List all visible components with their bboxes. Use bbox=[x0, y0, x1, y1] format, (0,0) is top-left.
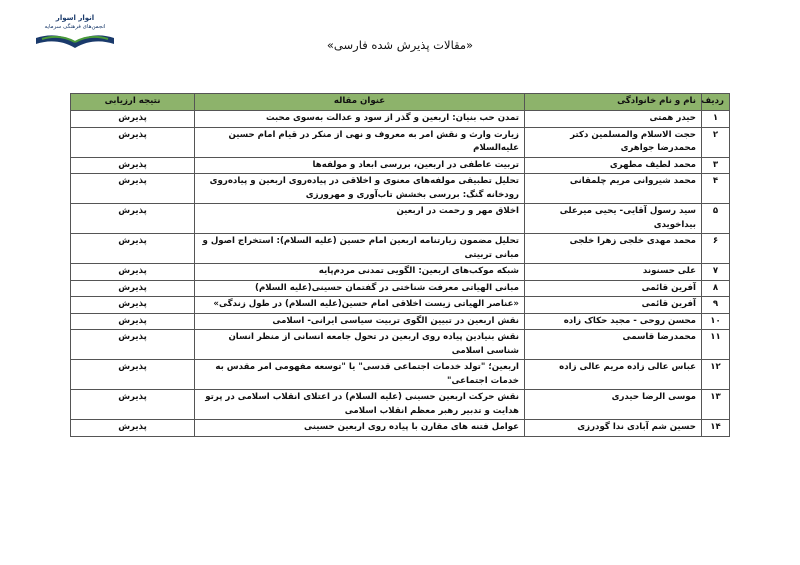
page-title: «مقالات پذیرش شده فارسی» bbox=[326, 38, 474, 52]
article-title: تحلیل تطبیقی مولفه‌های معنوی و اخلاقی در پیاده‌روی اربعین و پیاده‌روی رودخانه گنگ: بررسی بخشش تاب‌آوری و مهرورزی bbox=[195, 174, 525, 204]
row-number: ۷ bbox=[702, 264, 730, 281]
author-name: سید رسول آقایی- یحیی میرعلی بیداخویدی bbox=[525, 204, 702, 234]
row-number: ۲ bbox=[702, 127, 730, 157]
author-name: محسن روحی - مجید حکاک زاده bbox=[525, 313, 702, 330]
author-name: آفرین قائمی bbox=[525, 297, 702, 314]
row-number: ۶ bbox=[702, 234, 730, 264]
article-title: نقش بنیادین پیاده روی اربعین در تحول جامعه انسانی از منظر انسان شناسی اسلامی bbox=[195, 330, 525, 360]
evaluation-result: پذیرش bbox=[71, 204, 195, 234]
article-title: زیارت وارث و نقش امر به معروف و نهی از منکر در قیام امام حسین علیه‌السلام bbox=[195, 127, 525, 157]
accepted-articles-table bbox=[70, 93, 730, 437]
table-row bbox=[71, 280, 730, 297]
article-title: اخلاق مهر و رحمت در اربعین bbox=[195, 204, 525, 234]
table-row bbox=[71, 390, 730, 420]
evaluation-result: پذیرش bbox=[71, 330, 195, 360]
row-number: ۸ bbox=[702, 280, 730, 297]
author-name: محمد مهدی خلجی زهرا خلجی bbox=[525, 234, 702, 264]
evaluation-result: پذیرش bbox=[71, 127, 195, 157]
row-number: ۵ bbox=[702, 204, 730, 234]
table-header-row bbox=[71, 94, 730, 111]
author-name: حیدر همتی bbox=[525, 111, 702, 128]
author-name: موسی الرضا حیدری bbox=[525, 390, 702, 420]
article-title: مبانی الهیاتی معرفت شناختی در گفتمان حسینی(علیه السلام) bbox=[195, 280, 525, 297]
table-row bbox=[71, 174, 730, 204]
author-name: آفرین قائمی bbox=[525, 280, 702, 297]
author-name: محمد لطیف مطهری bbox=[525, 157, 702, 174]
header-article-title: عنوان مقاله bbox=[195, 94, 525, 111]
author-name: حسین شم آبادی ندا گودرزی bbox=[525, 420, 702, 437]
evaluation-result: پذیرش bbox=[71, 157, 195, 174]
article-title: اربعین؛ "تولد خدمات اجتماعی قدسی" یا "توسعه مفهومی امر مقدس به خدمات اجتماعی" bbox=[195, 360, 525, 390]
logo-text bbox=[30, 14, 120, 32]
evaluation-result: پذیرش bbox=[71, 313, 195, 330]
row-number: ۴ bbox=[702, 174, 730, 204]
table-row bbox=[71, 264, 730, 281]
table-row bbox=[71, 330, 730, 360]
article-title: تحلیل مضمون زیارتنامه اربعین امام حسین (علیه السلام): استخراج اصول و مبانی تربیتی bbox=[195, 234, 525, 264]
author-name: محمد شیروانی مریم چلمقانی bbox=[525, 174, 702, 204]
evaluation-result: پذیرش bbox=[71, 420, 195, 437]
row-number: ۱۱ bbox=[702, 330, 730, 360]
article-title: تمدن حب بنیان: اربعین و گذر از سود و عدالت به‌سوی محبت bbox=[195, 111, 525, 128]
evaluation-result: پذیرش bbox=[71, 280, 195, 297]
row-number: ۳ bbox=[702, 157, 730, 174]
evaluation-result: پذیرش bbox=[71, 234, 195, 264]
evaluation-result: پذیرش bbox=[71, 111, 195, 128]
article-title: تربیت عاطفی در اربعین، بررسی ابعاد و مولفه‌ها bbox=[195, 157, 525, 174]
author-name: علی حسنوند bbox=[525, 264, 702, 281]
table-row bbox=[71, 313, 730, 330]
logo-text-line2: انجمن‌های فرهنگی سرمایه bbox=[44, 24, 106, 30]
table-row bbox=[71, 111, 730, 128]
table-row bbox=[71, 204, 730, 234]
article-title: شبکه موکب‌های اربعین: الگویی تمدنی مردم‌پایه bbox=[195, 264, 525, 281]
evaluation-result: پذیرش bbox=[71, 297, 195, 314]
evaluation-result: پذیرش bbox=[71, 174, 195, 204]
row-number: ۹ bbox=[702, 297, 730, 314]
table-row bbox=[71, 360, 730, 390]
logo-text-line1: انوار اسوار bbox=[55, 14, 95, 22]
evaluation-result: پذیرش bbox=[71, 390, 195, 420]
author-name: محمدرضا قاسمی bbox=[525, 330, 702, 360]
author-name: عباس عالی زاده مریم عالی زاده bbox=[525, 360, 702, 390]
row-number: ۱ bbox=[702, 111, 730, 128]
row-number: ۱۲ bbox=[702, 360, 730, 390]
header-name: نام و نام خانوادگی bbox=[525, 94, 702, 111]
article-title: نقش اربعین در تبیین الگوی تربیت سیاسی ایرانی- اسلامی bbox=[195, 313, 525, 330]
row-number: ۱۰ bbox=[702, 313, 730, 330]
article-title: عوامل فتنه های مقارن با پیاده روی اربعین حسینی bbox=[195, 420, 525, 437]
table-row bbox=[71, 157, 730, 174]
table-row bbox=[71, 127, 730, 157]
row-number: ۱۳ bbox=[702, 390, 730, 420]
evaluation-result: پذیرش bbox=[71, 360, 195, 390]
table-row bbox=[71, 420, 730, 437]
article-title: نقش حرکت اربعین حسینی (علیه السلام) در اعتلای انقلاب اسلامی در پرتو هدایت و تدبیر رهبر معظم انقلاب اسلامی bbox=[195, 390, 525, 420]
author-name: حجت الاسلام والمسلمین دکتر محمدرضا جواهری bbox=[525, 127, 702, 157]
row-number: ۱۴ bbox=[702, 420, 730, 437]
article-title: «عناصر الهیاتی زیست اخلاقی امام حسین(علیه السلام) در طول زندگی» bbox=[195, 297, 525, 314]
table-row bbox=[71, 234, 730, 264]
header-result: نتیجه ارزیابی bbox=[71, 94, 195, 111]
header-row-number: ردیف bbox=[702, 94, 730, 111]
evaluation-result: پذیرش bbox=[71, 264, 195, 281]
table-row bbox=[71, 297, 730, 314]
